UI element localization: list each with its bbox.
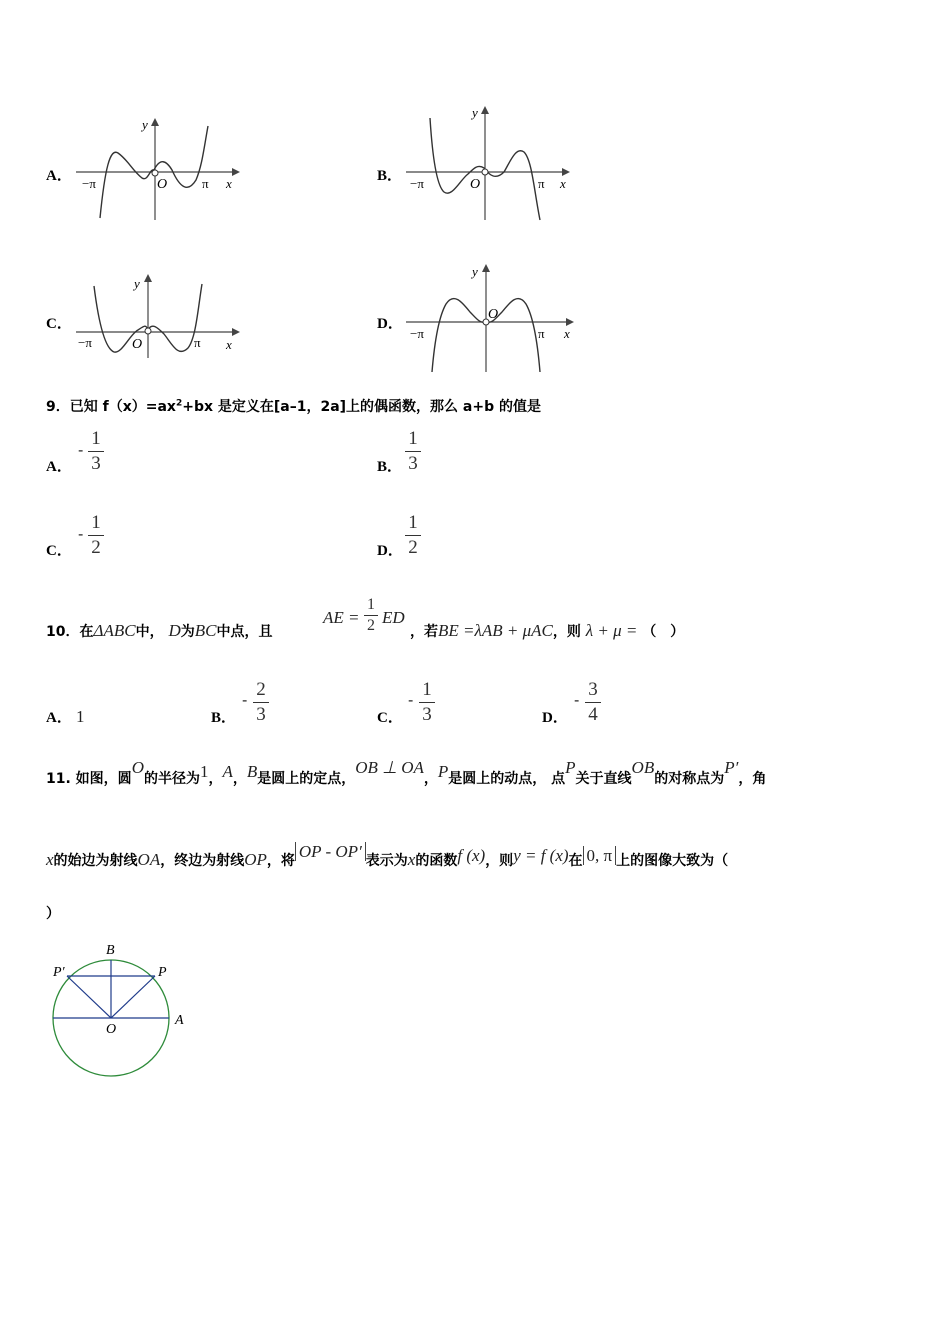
q10-text-4: 中点，且 [216,624,273,640]
q9-option-d-den: 2 [408,537,418,558]
q11-l1-B: B [246,762,258,781]
q11-l1-Pprime: P′ [724,758,739,777]
q10-text-5: ，若 [410,624,438,640]
q11-l2-interval: 0, π [583,846,617,865]
q10-option-c-sign: - [408,692,414,709]
q10-triangle: ΔABC [93,621,136,640]
q8b-neg-pi-label: −π [410,176,424,191]
q8-graph-d [400,258,580,378]
q11-l2-h: 上的图像大致为（ [616,853,729,869]
q10-lambda-mu: λ + μ = [585,621,638,640]
q8b-pi-label: π [538,176,545,191]
q11-l1-i: 的对称点为 [654,771,725,787]
q11-l1-g: 是圆上的动点， 点 [448,771,566,787]
q10-option-b-label[interactable]: B． [211,710,237,726]
q9-option-b-den: 3 [408,453,418,474]
q10-half-den: 2 [367,617,375,634]
q11-l2-b: ，终边为射线 [160,853,245,869]
q9-option-a-den: 3 [91,453,101,474]
q11-l2-d: 表示为 [365,853,408,869]
q9-option-c-fraction [88,512,104,559]
q11-l1-P: P [437,762,449,781]
q10-half-num: 1 [367,596,375,613]
q8-graph-c [70,268,250,363]
q11-l1-j: ，角 [738,771,767,787]
q9-option-c-sign: - [78,526,84,543]
q9-option-d-label[interactable]: D． [377,543,403,559]
q8d-y-label: y [472,264,478,279]
q10-ed: ED [382,608,405,627]
q8a-pi-label: π [202,176,209,191]
q10-option-a-label[interactable]: A． [46,710,72,726]
q10-option-c-label[interactable]: C． [377,710,403,726]
q11-l1-f: ， [423,771,438,787]
q11-line-3: ） [46,906,60,922]
q8-graph-b [400,100,580,225]
q10-text-2: 中， [135,624,164,640]
q9-stem-part2: +bx 是定义在[a–1，2a]上的偶函数，那么 a+b 的值是 [182,399,541,415]
q10-ae-eq: AE = [323,608,360,627]
q9-option-b-fraction [405,428,421,475]
q8-graph-a [70,108,250,228]
q11-l1-O: O [131,758,144,777]
q9-option-a-fraction [88,428,104,475]
q11-l2-f: ，则 [485,853,514,869]
q9-option-d-num: 1 [408,512,418,533]
q8a-x-label: x [226,176,232,191]
q9-stem-sup: 2 [175,398,183,409]
q9-stem [46,396,541,416]
q9-option-a-sign: - [78,442,84,459]
q10-text-6: ，则 [552,624,581,640]
q8c-x-label: x [226,337,232,352]
q8-option-d-label[interactable]: D． [377,316,403,332]
q8c-neg-pi-label: −π [78,335,92,350]
q11-fig-label-p: P [158,965,167,980]
q10-text-3: 为 [180,624,195,640]
q10-option-a-value: 1 [76,707,85,726]
q11-line-2 [46,842,729,870]
q10-option-d-fraction [585,679,601,726]
q9-option-d-fraction [405,512,421,559]
q9-option-c-num: 1 [91,512,101,533]
q8b-y-label: y [472,105,478,120]
q11-l1-b: 的半径为 [143,771,200,787]
q8b-x-label: x [560,176,566,191]
q11-l2-OA: OA [137,850,161,869]
q11-circle-figure [44,938,204,1080]
q11-l1-perp: OB ⊥ OA [355,758,424,777]
q9-option-b-label[interactable]: B． [377,459,403,475]
q10-text-1: 10．在 [46,624,94,640]
q11-fig-label-a: A [175,1013,184,1028]
q10-be-eq: BE =λAB + μAC [438,621,553,640]
q8c-y-label: y [134,276,140,291]
q10-stem-2 [410,621,684,641]
q11-fig-label-o: O [106,1022,117,1037]
q11-l1-d: ， [232,771,247,787]
q11-l2-c: ，将 [266,853,295,869]
q8-option-b-label[interactable]: B． [377,168,403,184]
q10-option-d-sign: - [574,692,580,709]
q11-l2-a: 的始边为射线 [53,853,138,869]
q8d-neg-pi-label: −π [410,326,424,341]
q11-l2-g: 在 [568,853,583,869]
q8-option-c-label[interactable]: C． [46,316,72,332]
q11-l1-one: 1 [199,762,209,781]
q11-l2-OP: OP [244,850,267,869]
q10-point-d: D [168,621,181,640]
q10-option-c-fraction [419,679,435,726]
q8d-x-label: x [564,326,570,341]
q11-l1-P2: P [565,758,576,777]
q11-l1-a: 11. 如图，圆 [46,771,132,787]
q11-l1-c: ， [208,771,223,787]
q8a-y-label: y [142,117,148,132]
q9-stem-part1: 9．已知 f（x）=ax [46,399,176,415]
q10-stem [46,621,272,641]
q8a-neg-pi-label: −π [82,176,96,191]
q8-option-a-label[interactable]: A． [46,168,72,184]
q8d-pi-label: π [538,326,545,341]
q10-option-d-num: 3 [588,679,598,700]
q10-option-d-den: 4 [588,704,598,725]
q8b-origin-label: O [470,177,481,192]
q11-l2-abs: OP - OP′ [295,842,366,861]
q11-l2-x2: x [407,850,416,869]
q10-segment-bc: BC [194,621,217,640]
q10-text-7: （ ） [642,624,685,640]
q10-option-d-label[interactable]: D． [542,710,568,726]
q10-half-fraction [364,596,378,635]
q11-l2-y: y = f (x) [513,846,569,865]
q11-fig-label-pprime: P′ [53,965,65,980]
q10-option-b-num: 2 [256,679,266,700]
q11-l1-h: 关于直线 [575,771,632,787]
q11-fig-label-b: B [106,943,115,958]
q10-option-b-sign: - [242,692,248,709]
q9-option-c-label[interactable]: C． [46,543,72,559]
q11-l1-OB: OB [631,758,655,777]
q9-option-b-num: 1 [408,428,418,449]
q10-option-c-num: 1 [422,679,432,700]
q11-l1-A: A [222,762,233,781]
q8d-origin-label: O [488,307,499,322]
q10-option-c-den: 3 [422,704,432,725]
q10-option-b-fraction [253,679,269,726]
q10-option-b-den: 3 [256,704,266,725]
q8a-origin-label: O [157,177,168,192]
q8c-origin-label: O [132,337,143,352]
q8c-pi-label: π [194,335,201,350]
q11-l2-fx: f (x) [457,846,486,865]
q9-option-c-den: 2 [91,537,101,558]
q9-option-a-num: 1 [91,428,101,449]
q11-l2-x: x [46,850,54,869]
q11-line-1 [46,758,767,788]
q9-option-a-label[interactable]: A． [46,459,72,475]
q11-l2-e: 的函数 [415,853,458,869]
q11-l1-e: 是圆上的定点， [257,771,356,787]
